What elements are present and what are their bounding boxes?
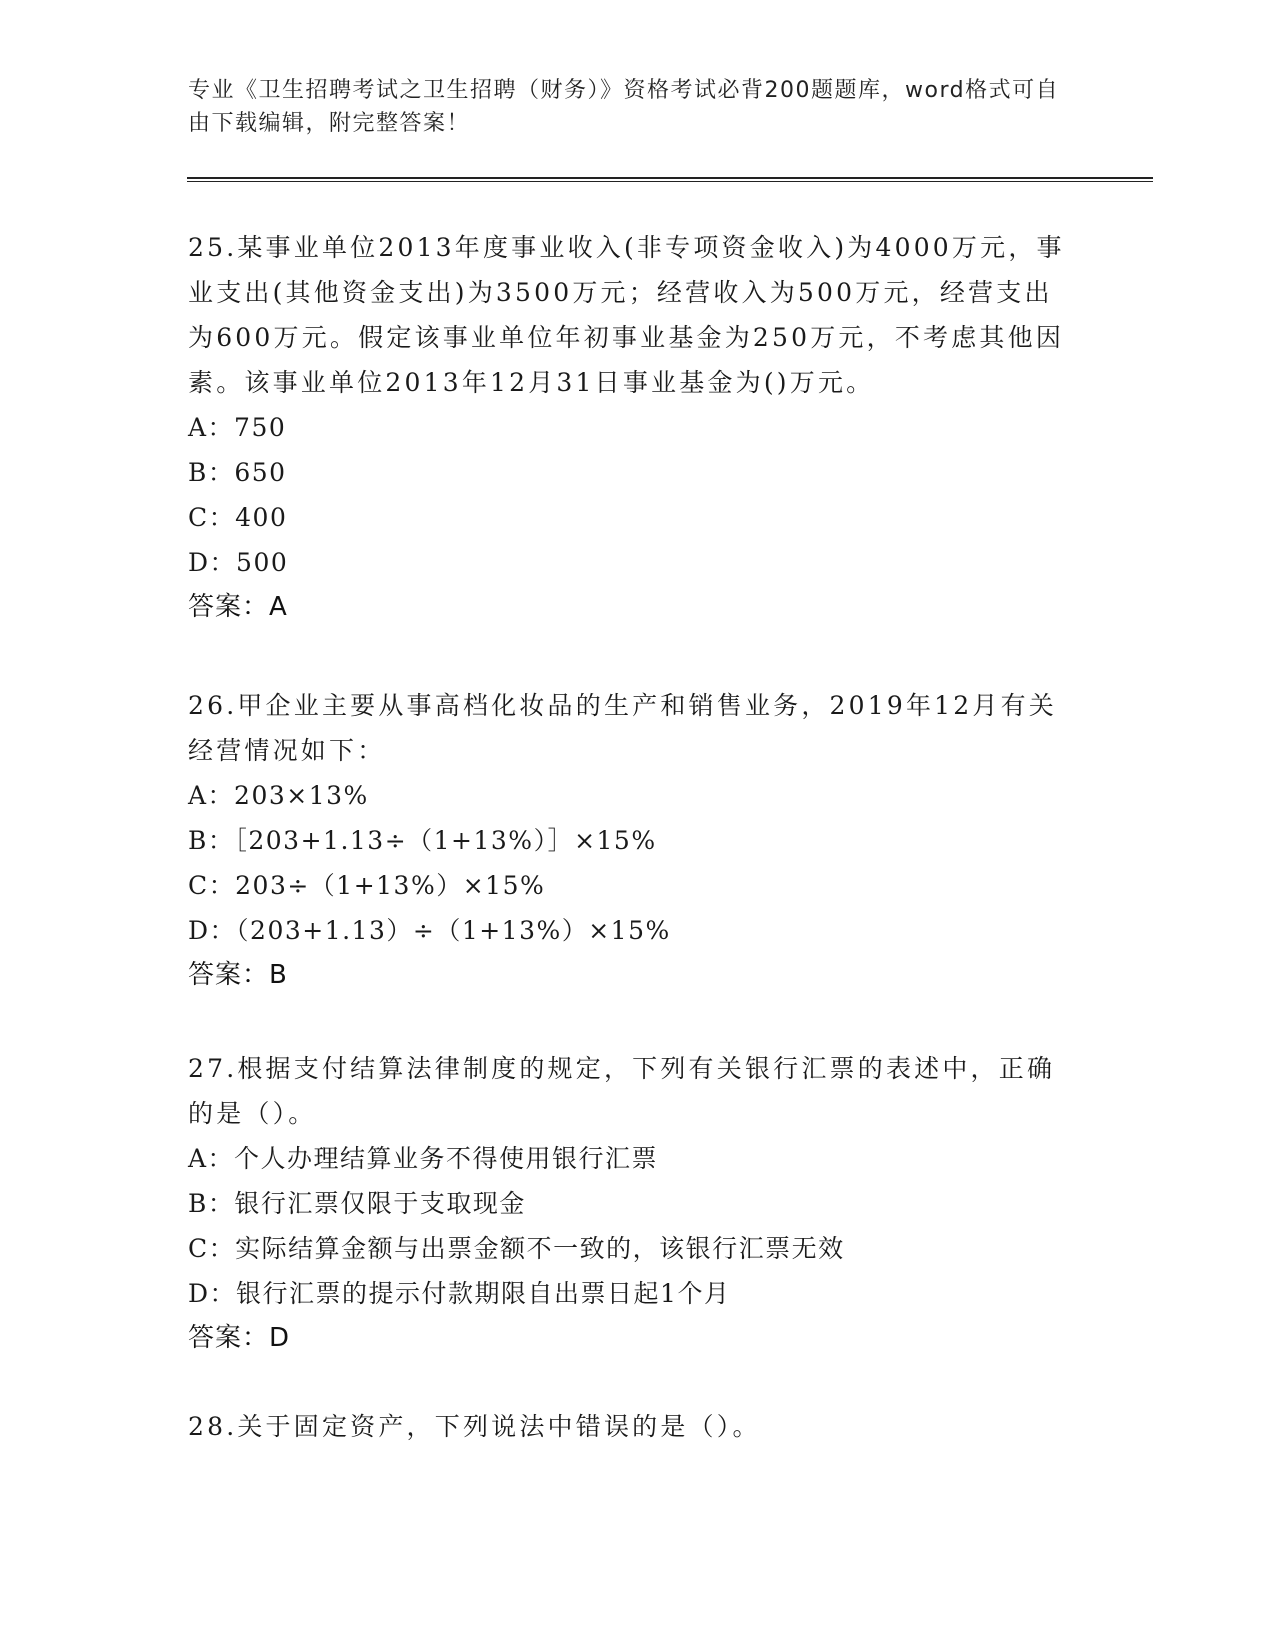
- option-a: A：750: [188, 413, 287, 442]
- question-stem: 27.根据支付结算法律制度的规定，下列有关银行汇票的表述中，正确的是（）。: [188, 1054, 1056, 1128]
- question-28: [188, 1404, 1068, 1449]
- question-stem: 25.某事业单位2013年度事业收入(非专项资金收入)为4000万元，事业支出(其他资金支出)为3500万元；经营收入为500万元，经营支出为600万元。假定该事业单位年初事业基金为250万元，不考虑其他因素。该事业单位2013年12月31日事业基金为()万元。: [188, 233, 1065, 397]
- option-c: C：实际结算金额与出票金额不一致的，该银行汇票无效: [188, 1234, 845, 1263]
- question-25: [188, 225, 1068, 630]
- option-a: A：203×13%: [188, 781, 369, 810]
- question-stem: 28.关于固定资产，下列说法中错误的是（）。: [188, 1412, 761, 1441]
- answer-label: 答案：B: [188, 960, 288, 990]
- option-a: A：个人办理结算业务不得使用银行汇票: [188, 1144, 659, 1173]
- question-26: [188, 683, 1068, 998]
- answer-label: 答案：A: [188, 592, 288, 622]
- option-d: D：500: [188, 548, 289, 577]
- question-stem: 26.甲企业主要从事高档化妆品的生产和销售业务，2019年12月有关经营情况如下：: [188, 691, 1057, 765]
- option-c: C：203÷（1+13%）×15%: [188, 871, 546, 900]
- option-b: B：650: [188, 458, 287, 487]
- option-b: B：［203+1.13÷（1+13%）］×15%: [188, 826, 657, 855]
- option-b: B：银行汇票仅限于支取现金: [188, 1189, 526, 1218]
- document-header: [188, 74, 1068, 140]
- option-d: D：（203+1.13）÷（1+13%）×15%: [188, 916, 671, 945]
- question-27: [188, 1046, 1068, 1361]
- header-title: 专业《卫生招聘考试之卫生招聘（财务）》资格考试必背200题题库，word格式可自由下载编辑，附完整答案！: [188, 78, 1060, 136]
- header-divider: [187, 177, 1153, 182]
- answer-label: 答案：D: [188, 1323, 291, 1353]
- option-d: D：银行汇票的提示付款期限自出票日起1个月: [188, 1279, 731, 1308]
- option-c: C：400: [188, 503, 288, 532]
